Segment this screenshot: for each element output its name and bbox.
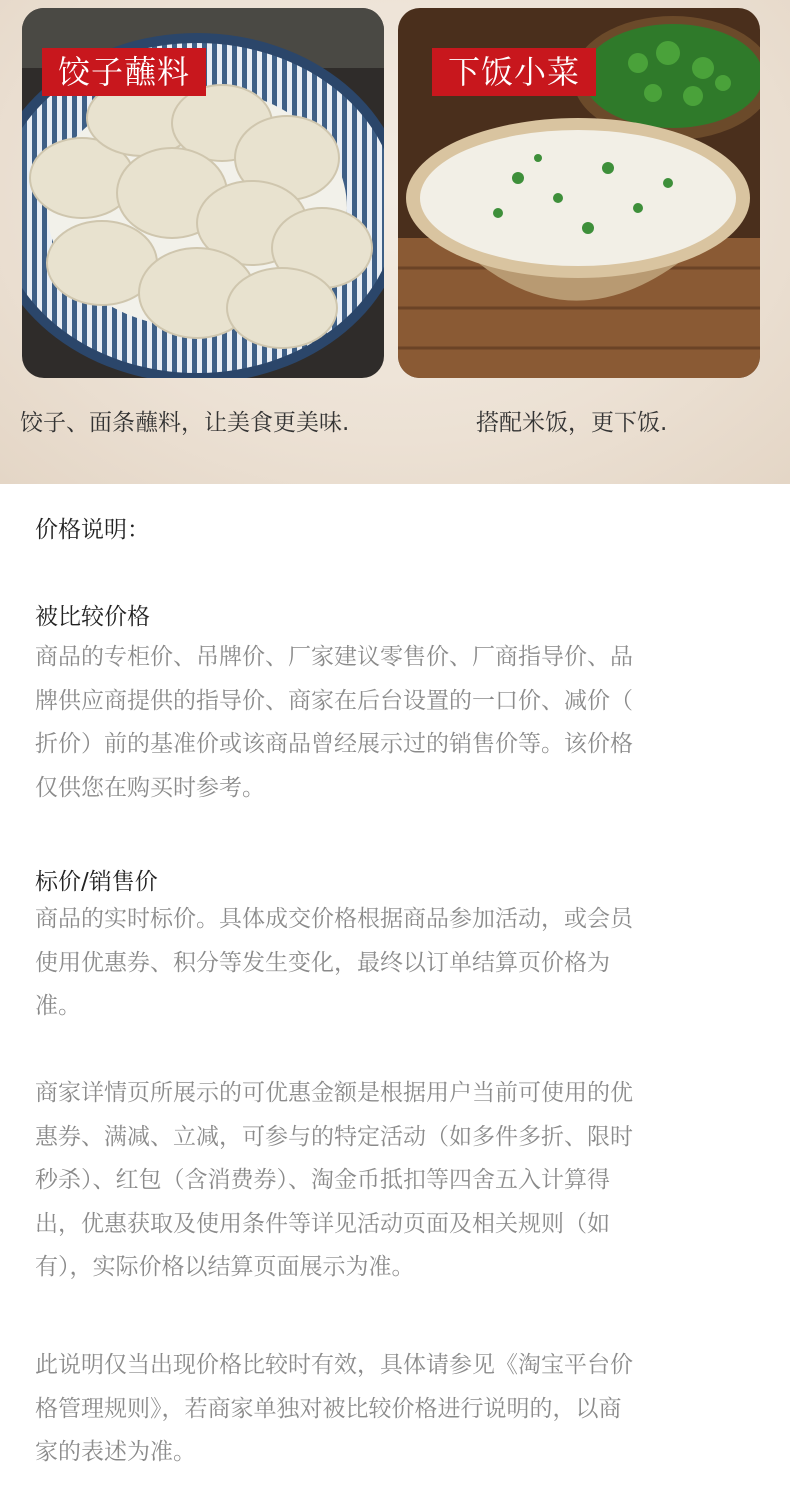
dumpling-sauce-caption: 饺子、面条蘸料，让美食更美味. (20, 410, 350, 436)
discount-note: 商家详情页所展示的可优惠金额是根据用户当前可使用的优 惠券、满减、立减，可参与的特定活动（如多件多折、限时 秒杀）、红包（含消费券）、淘金币抵扣等四舍五入计算得 出，优惠获取及使用条件等详见活动页面及相关规则（如 有），实际价格以结算页面展示为准。 (35, 1080, 633, 1280)
rice-photo (398, 8, 760, 378)
rice-side-dish-caption: 搭配米饭，更下饭. (476, 410, 668, 436)
rice-side-dish-tag: 下饭小菜 (432, 48, 596, 96)
price-info-title: 价格说明： (35, 517, 150, 543)
compared-price-text: 商品的专柜价、吊牌价、厂家建议零售价、厂商指导价、品 牌供应商提供的指导价、商家在后台设置的一口价、减价（ 折价）前的基准价或该商品曾经展示过的销售价等。该价格 仅供您在购买时参考。 (35, 644, 633, 801)
list-price-text: 商品的实时标价。具体成交价格根据商品参加活动，或会员 使用优惠券、积分等发生变化，最终以订单结算页价格为 准。 (35, 906, 633, 1019)
dumplings-photo (22, 8, 384, 378)
dipping-sauce-tag: 饺子蘸料 (42, 48, 206, 96)
validity-note: 此说明仅当出现价格比较时有效，具体请参见《淘宝平台价 格管理规则》，若商家单独对被比较价格进行说明的，以商 家的表述为准。 (35, 1352, 633, 1465)
product-banner (0, 0, 790, 484)
list-price-heading: 标价/销售价 (35, 869, 158, 895)
compared-price-heading: 被比较价格 (35, 604, 150, 630)
